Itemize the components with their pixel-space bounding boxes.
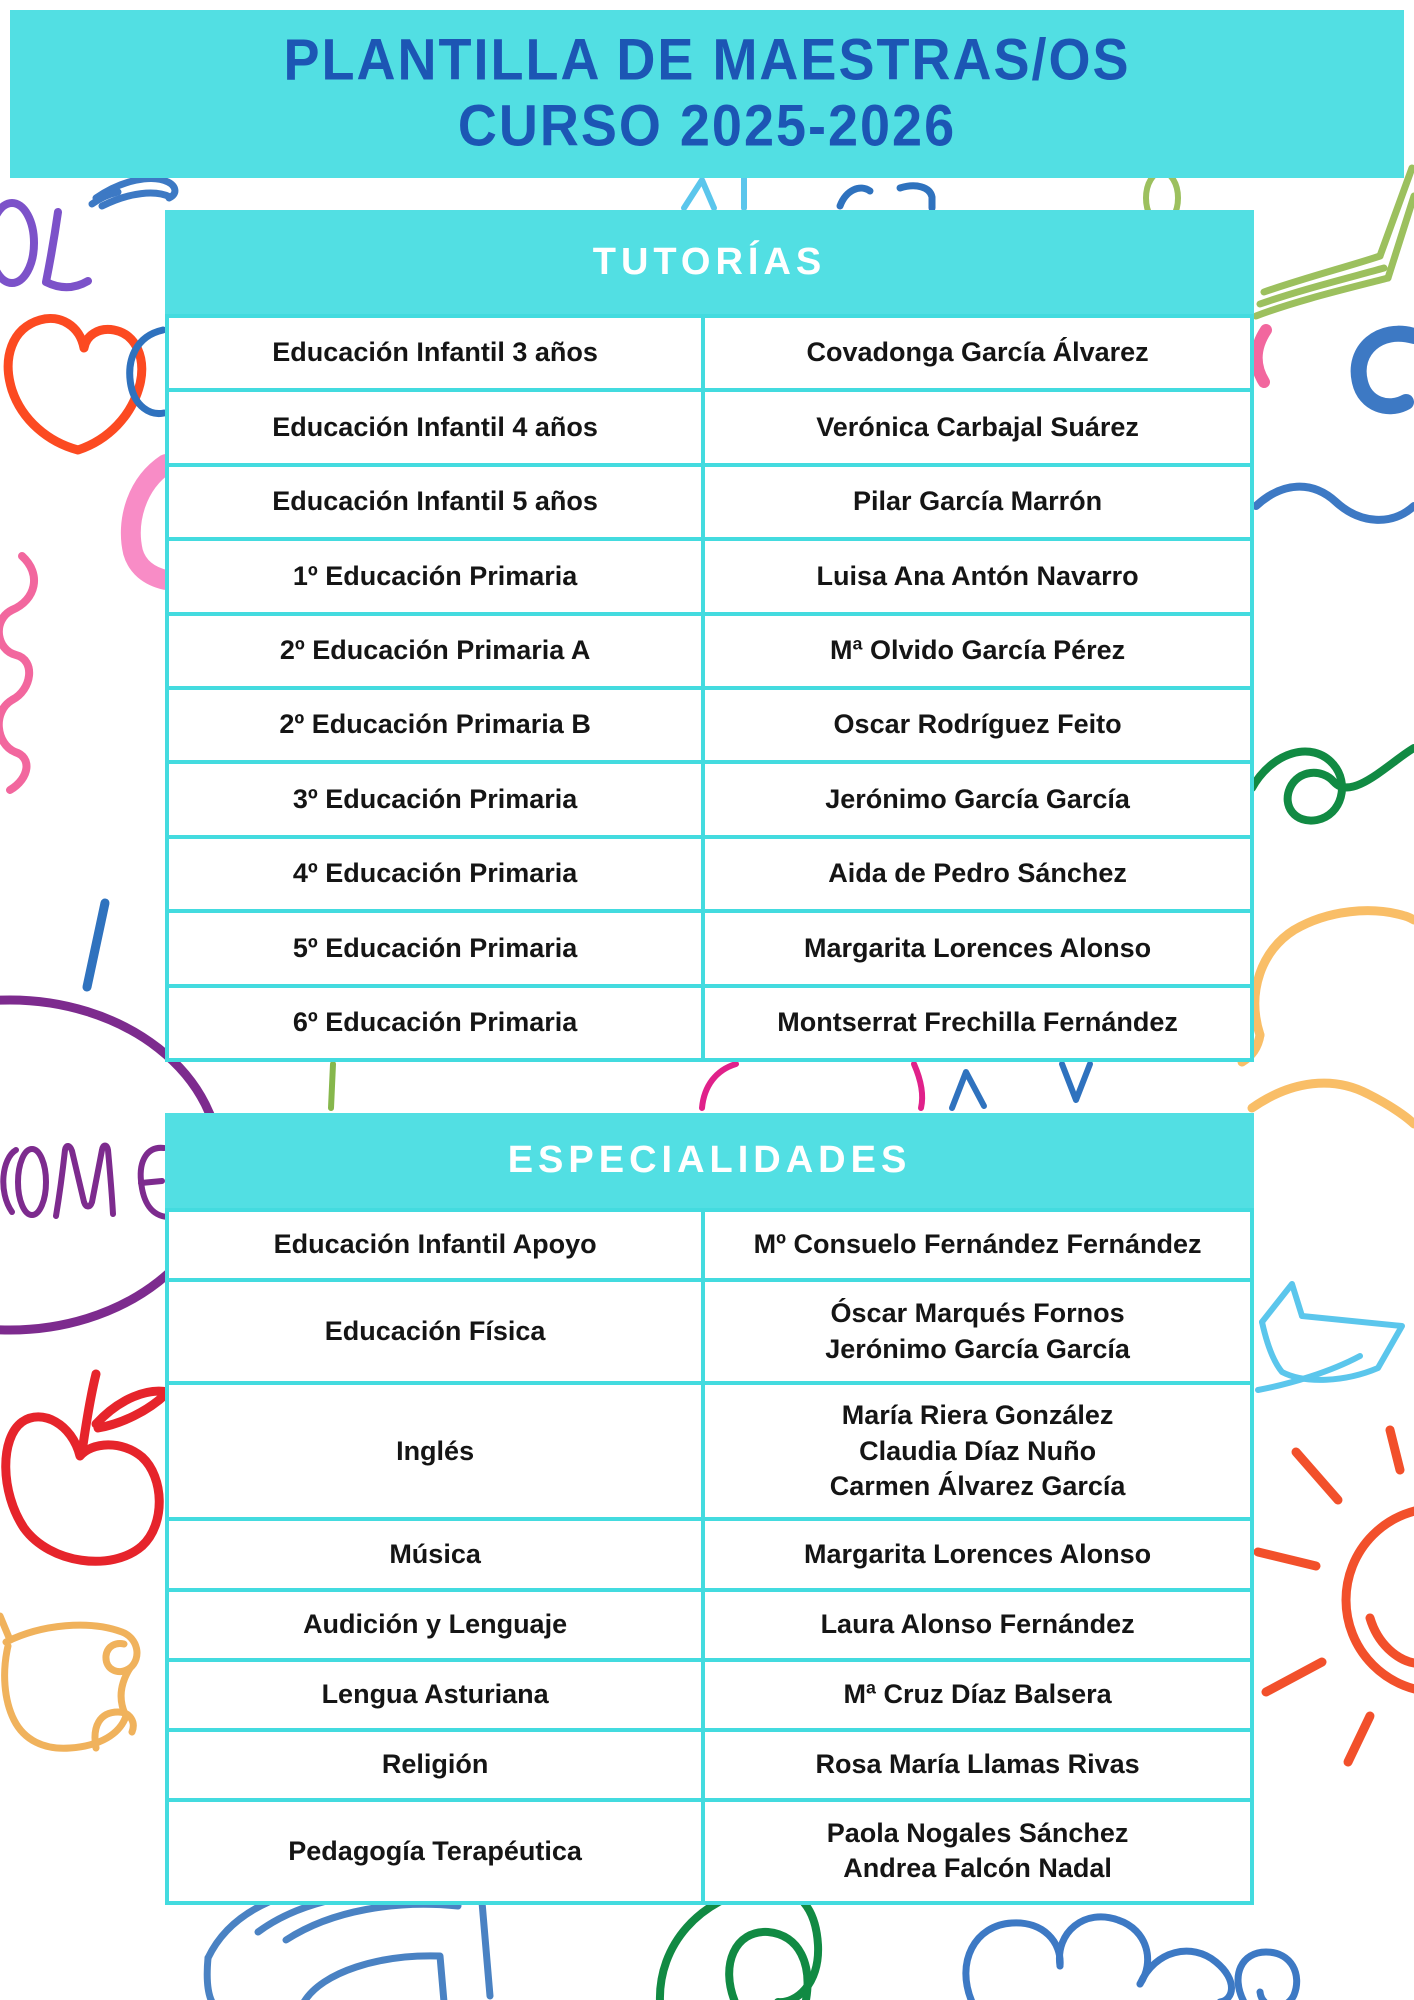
table-row bbox=[169, 1728, 1250, 1798]
sun-icon bbox=[1258, 1430, 1414, 1762]
subject-cell: Audición y Lenguaje bbox=[169, 1592, 705, 1658]
table-row bbox=[169, 1212, 1250, 1278]
especialidades-table bbox=[165, 1113, 1254, 1905]
teacher-cell bbox=[705, 1802, 1250, 1901]
heart-icon bbox=[8, 318, 141, 450]
subject-cell: 4º Educación Primaria bbox=[169, 839, 705, 909]
table-row bbox=[169, 1278, 1250, 1381]
teacher-cell bbox=[705, 1212, 1250, 1278]
subject-cell: 2º Educación Primaria B bbox=[169, 690, 705, 760]
table-row bbox=[169, 686, 1250, 760]
teacher-cell bbox=[705, 318, 1250, 388]
teacher-cell bbox=[705, 1282, 1250, 1381]
green-loop-icon bbox=[1252, 748, 1414, 821]
table-row bbox=[169, 835, 1250, 909]
table-row bbox=[169, 760, 1250, 834]
tutorias-table bbox=[165, 210, 1254, 1062]
teacher-cell bbox=[705, 541, 1250, 611]
teacher-name: Mª Olvido García Pérez bbox=[830, 635, 1126, 666]
amber-cloud-icon bbox=[1242, 911, 1414, 1124]
blue-leaf-icon bbox=[92, 179, 175, 206]
blue-wave-icon bbox=[1256, 487, 1414, 520]
teacher-cell bbox=[705, 1732, 1250, 1798]
teacher-cell bbox=[705, 1662, 1250, 1728]
teacher-cell bbox=[705, 1521, 1250, 1587]
subject-cell: Religión bbox=[169, 1732, 705, 1798]
teacher-name: Luisa Ana Antón Navarro bbox=[816, 560, 1139, 591]
tutorias-table-body bbox=[165, 314, 1254, 1062]
especialidades-table-header: ESPECIALIDADES bbox=[165, 1113, 1254, 1208]
subject-cell: Educación Infantil 5 años bbox=[169, 467, 705, 537]
teacher-name: Claudia Díaz Nuño bbox=[859, 1435, 1097, 1466]
teacher-name: Verónica Carbajal Suárez bbox=[816, 411, 1139, 442]
teacher-cell bbox=[705, 764, 1250, 834]
teacher-name: Aida de Pedro Sánchez bbox=[828, 858, 1127, 889]
teacher-name: Montserrat Frechilla Fernández bbox=[777, 1007, 1178, 1038]
teacher-name: Paola Nogales Sánchez bbox=[826, 1817, 1129, 1848]
subject-cell: 6º Educación Primaria bbox=[169, 988, 705, 1058]
scroll-icon bbox=[0, 1616, 137, 1748]
page-title-line1: PLANTILLA DE MAESTRAS/OS bbox=[283, 27, 1131, 93]
teacher-cell bbox=[705, 616, 1250, 686]
teacher-name: Covadonga García Álvarez bbox=[806, 337, 1149, 368]
subject-cell: Educación Infantil 4 años bbox=[169, 392, 705, 462]
table-row bbox=[169, 612, 1250, 686]
subject-cell: 1º Educación Primaria bbox=[169, 541, 705, 611]
table-row bbox=[169, 1658, 1250, 1728]
teacher-name: Andrea Falcón Nadal bbox=[843, 1853, 1112, 1884]
pink-paren-icon bbox=[131, 464, 166, 580]
subject-cell: Educación Física bbox=[169, 1282, 705, 1381]
teacher-name: Margarita Lorences Alonso bbox=[804, 932, 1152, 963]
subject-cell: 3º Educación Primaria bbox=[169, 764, 705, 834]
teacher-name: Mº Consuelo Fernández Fernández bbox=[753, 1229, 1202, 1260]
especialidades-table-body bbox=[165, 1208, 1254, 1905]
teacher-name: Carmen Álvarez García bbox=[829, 1471, 1126, 1502]
pink-squiggle-icon bbox=[0, 556, 34, 790]
teacher-cell bbox=[705, 1385, 1250, 1517]
page-title-line2: CURSO 2025-2026 bbox=[457, 93, 957, 159]
teacher-name: Mª Cruz Díaz Balsera bbox=[843, 1678, 1112, 1709]
teacher-cell bbox=[705, 839, 1250, 909]
subject-cell: Inglés bbox=[169, 1385, 705, 1517]
tutorias-table-header: TUTORÍAS bbox=[165, 210, 1254, 314]
table-row bbox=[169, 463, 1250, 537]
purple-handwriting-icon bbox=[3, 1146, 168, 1218]
teacher-cell bbox=[705, 467, 1250, 537]
table-row bbox=[169, 909, 1250, 983]
table-row bbox=[169, 1588, 1250, 1658]
gap-fragment-icons-middle bbox=[331, 1064, 1090, 1108]
table-row bbox=[169, 318, 1250, 388]
subject-cell: Educación Infantil Apoyo bbox=[169, 1212, 705, 1278]
teacher-name: Jerónimo García García bbox=[825, 783, 1130, 814]
teacher-name: Jerónimo García García bbox=[825, 1333, 1130, 1364]
subject-cell: Lengua Asturiana bbox=[169, 1662, 705, 1728]
title-banner bbox=[10, 10, 1404, 178]
table-row bbox=[169, 537, 1250, 611]
teacher-cell bbox=[705, 1592, 1250, 1658]
teacher-name: Óscar Marqués Fornos bbox=[830, 1298, 1125, 1329]
table-row bbox=[169, 388, 1250, 462]
open-book-icon bbox=[1256, 168, 1414, 316]
teacher-cell bbox=[705, 392, 1250, 462]
paper-boat-icon bbox=[1258, 1284, 1402, 1390]
subject-cell: 2º Educación Primaria A bbox=[169, 616, 705, 686]
teacher-cell bbox=[705, 690, 1250, 760]
subject-cell: Educación Infantil 3 años bbox=[169, 318, 705, 388]
teacher-cell bbox=[705, 988, 1250, 1058]
subject-cell: 5º Educación Primaria bbox=[169, 913, 705, 983]
cloud-scribble-icon bbox=[966, 1917, 1297, 2000]
blue-slash-icon bbox=[87, 903, 105, 987]
apple-icon bbox=[6, 1374, 168, 1561]
teacher-cell bbox=[705, 913, 1250, 983]
teacher-name: Pilar García Marrón bbox=[853, 486, 1103, 517]
pink-arc-icon bbox=[1257, 330, 1266, 382]
teacher-name: Margarita Lorences Alonso bbox=[804, 1538, 1152, 1569]
table-row bbox=[169, 1798, 1250, 1901]
table-row bbox=[169, 1381, 1250, 1517]
purple-letters-icon bbox=[0, 203, 88, 287]
table-row bbox=[169, 1517, 1250, 1587]
table-row bbox=[169, 984, 1250, 1058]
teacher-name: Laura Alonso Fernández bbox=[820, 1608, 1135, 1639]
teacher-name: Oscar Rodríguez Feito bbox=[833, 709, 1122, 740]
subject-cell: Pedagogía Terapéutica bbox=[169, 1802, 705, 1901]
teacher-name: María Riera González bbox=[841, 1399, 1114, 1430]
teacher-name: Rosa María Llamas Rivas bbox=[815, 1748, 1140, 1779]
question-mark-icon bbox=[1325, 334, 1414, 451]
subject-cell: Música bbox=[169, 1521, 705, 1587]
